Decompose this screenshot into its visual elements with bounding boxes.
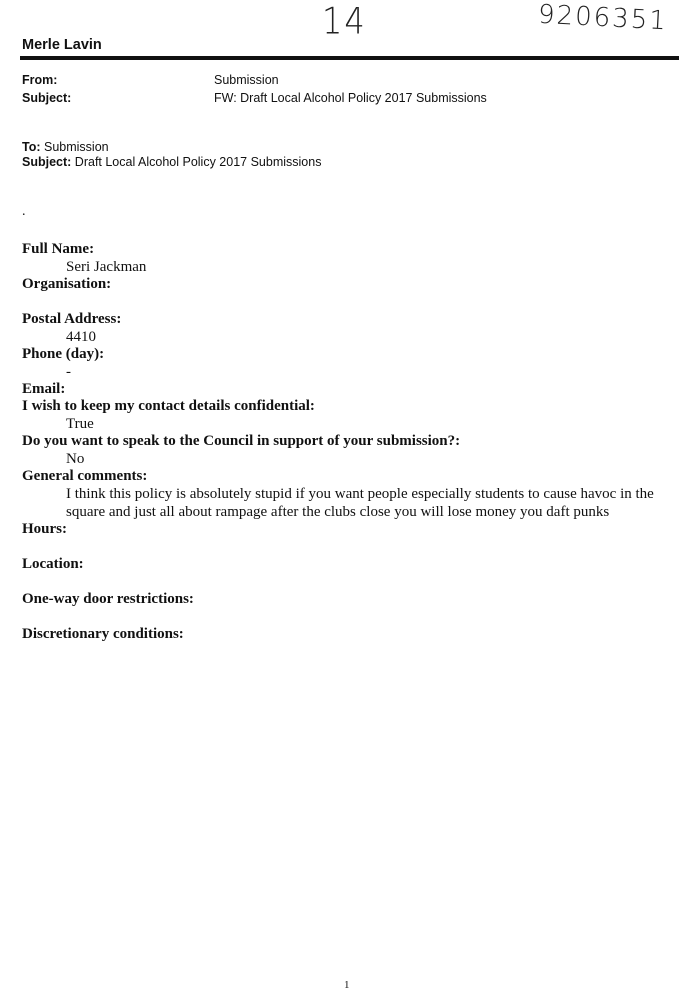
forwarded-subject-label: Subject:	[22, 155, 72, 169]
discretionary-conditions-label: Discretionary conditions:	[22, 626, 184, 642]
sender-name: Merle Lavin	[22, 37, 102, 53]
forwarded-subject-value: Draft Local Alcohol Policy 2017 Submissions	[74, 155, 322, 169]
page-number: 1	[344, 979, 350, 991]
general-comments-value: I think this policy is absolutely stupid if you want people especially students to cause havoc in the square and just all about rampage after the clubs close you will lose money you daft punks	[66, 486, 654, 520]
forwarded-to-value: Submission	[44, 140, 109, 154]
subject-label: Subject:	[22, 91, 72, 105]
organisation-label: Organisation:	[22, 276, 112, 292]
subject-value: FW: Draft Local Alcohol Policy 2017 Submissions	[214, 91, 487, 105]
forwarded-to-label: To:	[22, 140, 41, 154]
from-label: From:	[22, 73, 58, 87]
hours-label: Hours:	[22, 521, 67, 537]
full-name-label: Full Name:	[22, 241, 95, 257]
handwritten-reference-number: 9206351	[537, 0, 669, 37]
full-name-value: Seri Jackman	[66, 259, 147, 275]
one-way-door-label: One-way door restrictions:	[22, 591, 194, 607]
separator-dot: .	[22, 204, 26, 219]
forwarded-to-line	[22, 140, 109, 154]
general-comments-label: General comments:	[22, 468, 148, 484]
from-value: Submission	[214, 73, 279, 87]
speak-to-council-value: No	[66, 451, 85, 467]
phone-label: Phone (day):	[22, 346, 105, 362]
confidential-value: True	[66, 416, 94, 432]
postal-address-label: Postal Address:	[22, 311, 122, 327]
email-label: Email:	[22, 381, 66, 397]
postal-address-value: 4410	[66, 329, 96, 345]
forwarded-subject-line	[22, 155, 321, 169]
speak-to-council-label: Do you want to speak to the Council in support of your submission?:	[22, 433, 461, 449]
location-label: Location:	[22, 556, 84, 572]
phone-value: -	[66, 364, 71, 380]
handwritten-page-number: 14	[322, 0, 367, 43]
header-divider	[20, 56, 679, 60]
confidential-label: I wish to keep my contact details confidential:	[22, 398, 315, 414]
